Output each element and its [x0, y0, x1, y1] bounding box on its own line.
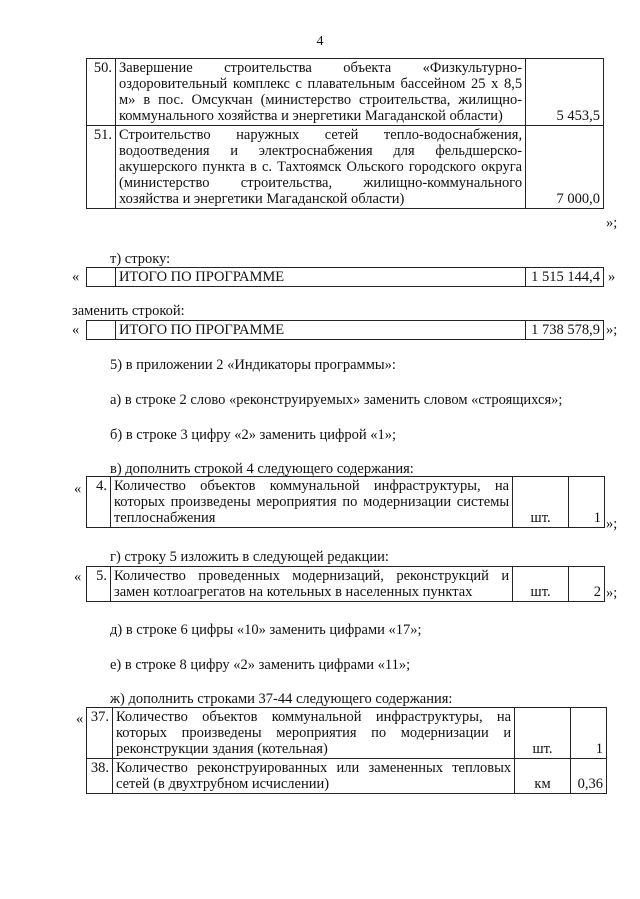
closing-quote: »;	[606, 322, 618, 338]
row-value: 7 000,0	[526, 126, 604, 209]
paragraph-5: 5) в приложении 2 «Индикаторы программы»:	[110, 357, 396, 373]
opening-quote: «	[74, 569, 82, 585]
row-description: Завершение строительства объекта «Физкультурно-оздоровительный комплекс с плавательным бассейном 25 х 8,5 м» в пос. Омсукчан (министерство строительства, жилищно-коммунального хозяйства и энергетики Магаданской области)	[115, 59, 525, 126]
total-value: 1 738 578,9	[525, 321, 603, 340]
closing-quote: »;	[606, 585, 618, 601]
indicator-row-4	[86, 476, 605, 528]
paragraph-b: б) в строке 3 цифру «2» заменить цифрой «1»;	[110, 427, 397, 443]
row-value: 1	[569, 477, 605, 528]
opening-quote: «	[76, 711, 84, 727]
empty-cell	[87, 321, 116, 340]
row-number: 5.	[87, 567, 111, 602]
row-unit: шт.	[513, 567, 569, 602]
row-description: Количество проведенных модернизаций, реконструкций и замен котлоагрегатов на котельных в населенных пунктах	[110, 567, 512, 602]
row-unit: шт.	[513, 477, 569, 528]
row-unit: км	[515, 759, 571, 794]
empty-cell	[87, 268, 116, 287]
paragraph-d: д) в строке 6 цифры «10» заменить цифрами «17»;	[110, 622, 422, 638]
row-description: Строительство наружных сетей тепло-водоснабжения, водоотведения и электроснабжения для фельдшерско-акушерского пункта в с. Тахтоямск Ольского городского округа (министерство строительства, жилищно-коммунального хозяйства и энергетики Магаданской области)	[115, 126, 525, 209]
row-value: 5 453,5	[526, 59, 604, 126]
indicator-table-37-44	[86, 707, 607, 794]
row-number: 50.	[87, 59, 116, 126]
table-row	[87, 708, 607, 759]
indicator-row-5	[86, 566, 605, 602]
row-number: 37.	[87, 708, 113, 759]
row-description: Количество объектов коммунальной инфраструктуры, на которых произведены мероприятия по модернизации системы теплоснабжения	[110, 477, 512, 528]
paragraph-t: т) строку:	[110, 251, 171, 267]
row-number: 4.	[87, 477, 111, 528]
closing-quote: »;	[606, 516, 618, 532]
total-label: ИТОГО ПО ПРОГРАММЕ	[115, 321, 525, 340]
row-unit: шт.	[515, 708, 571, 759]
program-table	[86, 58, 604, 209]
row-value: 1	[570, 708, 606, 759]
opening-quote: «	[72, 269, 80, 285]
total-row-new	[86, 320, 604, 340]
row-description: Количество объектов коммунальной инфраструктуры, на которых произведены мероприятия по модернизации и реконструкции здания (котельная)	[112, 708, 514, 759]
paragraph-zh: ж) дополнить строками 37-44 следующего содержания:	[110, 691, 453, 707]
closing-quote: »	[608, 269, 616, 285]
total-row-old	[86, 267, 604, 287]
total-value: 1 515 144,4	[525, 268, 603, 287]
paragraph-e: е) в строке 8 цифру «2» заменить цифрами «11»;	[110, 657, 411, 673]
table-row	[87, 126, 604, 209]
opening-quote: «	[74, 481, 82, 497]
row-value: 2	[569, 567, 605, 602]
paragraph-replace: заменить строкой:	[72, 303, 185, 319]
closing-quote: »;	[606, 215, 618, 231]
row-number: 38.	[87, 759, 113, 794]
total-label: ИТОГО ПО ПРОГРАММЕ	[115, 268, 525, 287]
table-row	[87, 759, 607, 794]
table-row	[87, 59, 604, 126]
paragraph-g: г) строку 5 изложить в следующей редакции:	[110, 549, 389, 565]
opening-quote: «	[72, 322, 80, 338]
paragraph-v: в) дополнить строкой 4 следующего содержания:	[110, 461, 414, 477]
paragraph-a: а) в строке 2 слово «реконструируемых» заменить словом «строящихся»;	[110, 392, 563, 408]
row-value: 0,36	[570, 759, 606, 794]
row-number: 51.	[87, 126, 116, 209]
page-number: 4	[316, 34, 324, 49]
row-description: Количество реконструированных или замененных тепловых сетей (в двухтрубном исчислении)	[112, 759, 514, 794]
